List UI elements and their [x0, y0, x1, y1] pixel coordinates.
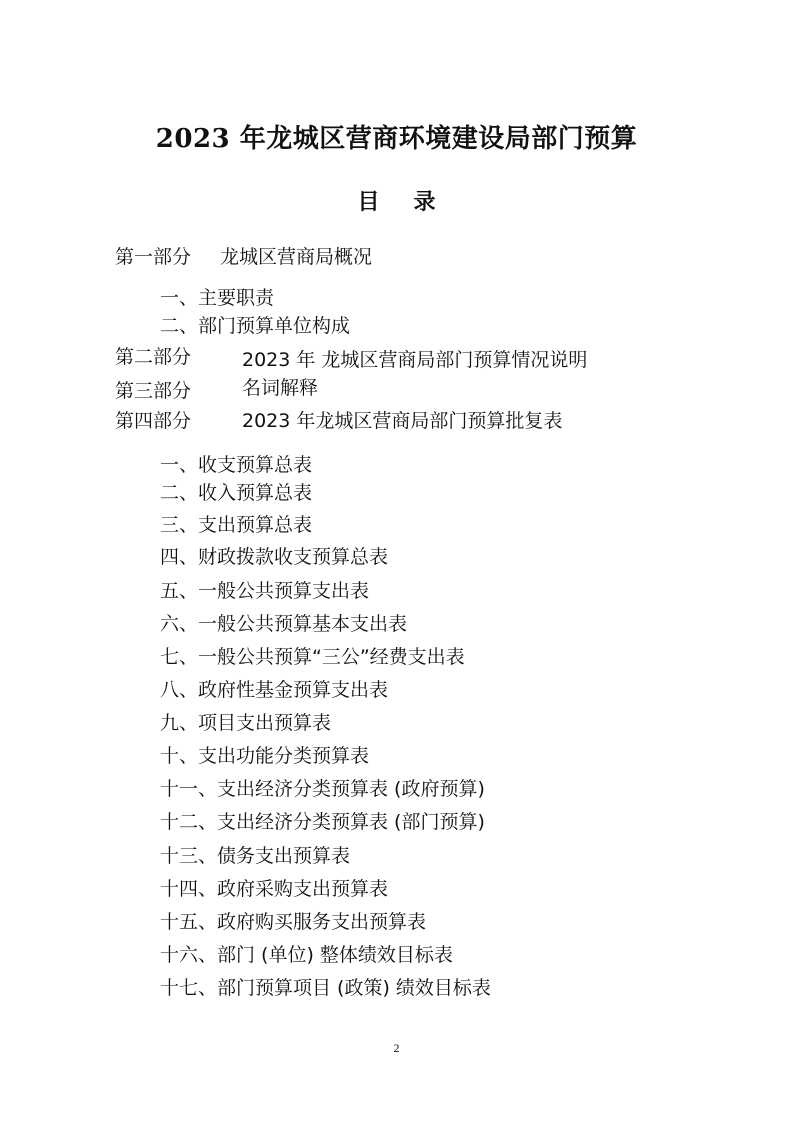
toc-item: 十、支出功能分类预算表	[160, 745, 370, 767]
toc-item: 十二、支出经济分类预算表 (部门预算)	[160, 811, 485, 833]
toc-item: 五、一般公共预算支出表	[160, 580, 370, 602]
toc-heading	[0, 185, 793, 216]
toc-item: 十五、政府购买服务支出预算表	[160, 911, 427, 933]
toc-item: 十三、债务支出预算表	[160, 845, 351, 867]
toc-item: 八、政府性基金预算支出表	[160, 679, 389, 701]
page-number: 2	[393, 1041, 400, 1055]
document-title: 2023 年龙城区营商环境建设局部门预算	[155, 124, 638, 154]
toc-part-label: 第三部分	[115, 380, 192, 402]
toc-item: 十六、部门 (单位) 整体绩效目标表	[160, 944, 453, 966]
toc-item: 二、部门预算单位构成	[160, 315, 351, 337]
toc-item: 六、一般公共预算基本支出表	[160, 613, 408, 635]
toc-item: 二、收入预算总表	[160, 482, 313, 504]
toc-item: 七、一般公共预算“三公”经费支出表	[160, 646, 465, 668]
toc-heading-char: 录	[413, 189, 436, 215]
toc-part-title: 2023 年 龙城区营商局部门预算情况说明	[242, 349, 588, 371]
toc-part-label: 第二部分	[115, 346, 192, 368]
toc-item: 九、项目支出预算表	[160, 712, 332, 734]
toc-part-title: 2023 年龙城区营商局部门预算批复表	[242, 410, 563, 432]
toc-item: 十一、支出经济分类预算表 (政府预算)	[160, 778, 485, 800]
toc-item: 一、主要职责	[160, 287, 275, 309]
toc-part-title: 龙城区营商局概况	[220, 246, 373, 268]
toc-item: 十七、部门预算项目 (政策) 绩效目标表	[160, 977, 491, 999]
toc-heading-char: 目	[357, 189, 380, 215]
toc-part-label: 第一部分	[115, 246, 192, 268]
toc-item: 三、支出预算总表	[160, 514, 313, 536]
toc-part-title: 名词解释	[242, 377, 319, 399]
toc-part-label: 第四部分	[115, 410, 192, 432]
toc-item: 一、收支预算总表	[160, 454, 313, 476]
toc-item: 四、财政拨款收支预算总表	[160, 546, 389, 568]
toc-item: 十四、政府采购支出预算表	[160, 878, 389, 900]
